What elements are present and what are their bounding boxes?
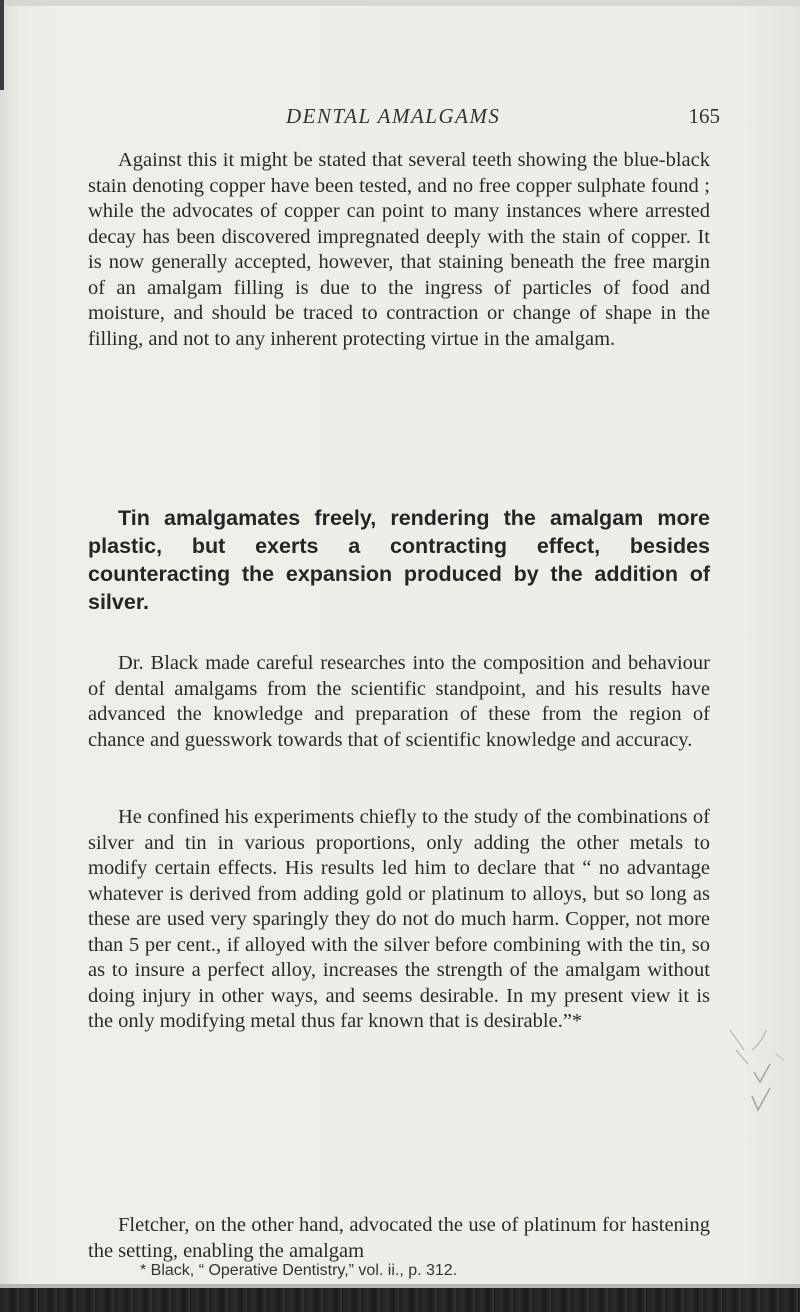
paragraph-experiments: He confined his experiments chiefly to the study of the combinations of silver and tin in various proportions, only adding the other metals to modify certain effects. His results led him to declare that “ no advantage whatever is derived from adding gold or platinum to alloys, but so long as these are used very sparingly they do not do much harm. Copper, not more than 5 per cent., if alloyed with the silver before combining with the tin, so as to insure a perfect alloy, increases the strength of the amalgam without doing injury in other ways, and seems desirable. In my present view it is the only modifying metal thus far known that is desirable.”* bbox=[88, 806, 710, 1032]
page-top-edge bbox=[0, 0, 800, 6]
binding-shadow bbox=[0, 0, 4, 90]
paragraph-dr-black: Dr. Black made careful researches into the composition and behaviour of dental amalgams from the scientific standpoint, and his results have advanced the knowledge and preparation of these from the region of chance and guesswork towards that of scientific knowledge and accuracy. bbox=[88, 652, 710, 751]
scan-bottom-border bbox=[0, 1288, 800, 1312]
paragraph-fletcher: Fletcher, on the other hand, advocated the use of platinum for hastening the setting, enabling the amalgam bbox=[88, 1214, 710, 1262]
bold-heading-tin: Tin amalgamates freely, rendering the amalgam more plastic, but exerts a contracting effect, besides counteracting the expansion produced by the addition of silver. bbox=[88, 506, 710, 614]
running-head: DENTAL AMALGAMS bbox=[286, 104, 501, 128]
page-header bbox=[120, 104, 720, 134]
pencil-marks-icon bbox=[722, 1020, 792, 1130]
page-number: 165 bbox=[688, 104, 720, 128]
footnote: * Black, “ Operative Dentistry,” vol. ii., p. 312. bbox=[140, 1262, 458, 1279]
paragraph-copper-stain: Against this it might be stated that several teeth showing the blue-black stain denoting copper have been tested, and no free copper sulphate found ; while the advocates of copper can point to many instances where arrested decay has been discovered impregnated deeply with the stain of copper. It is now generally accepted, however, that staining beneath the free margin of an amalgam filling is due to the ingress of particles of food and moisture, and should be traced to contraction or change of shape in the filling, and not to any inherent protecting virtue in the amalgam. bbox=[88, 149, 710, 350]
